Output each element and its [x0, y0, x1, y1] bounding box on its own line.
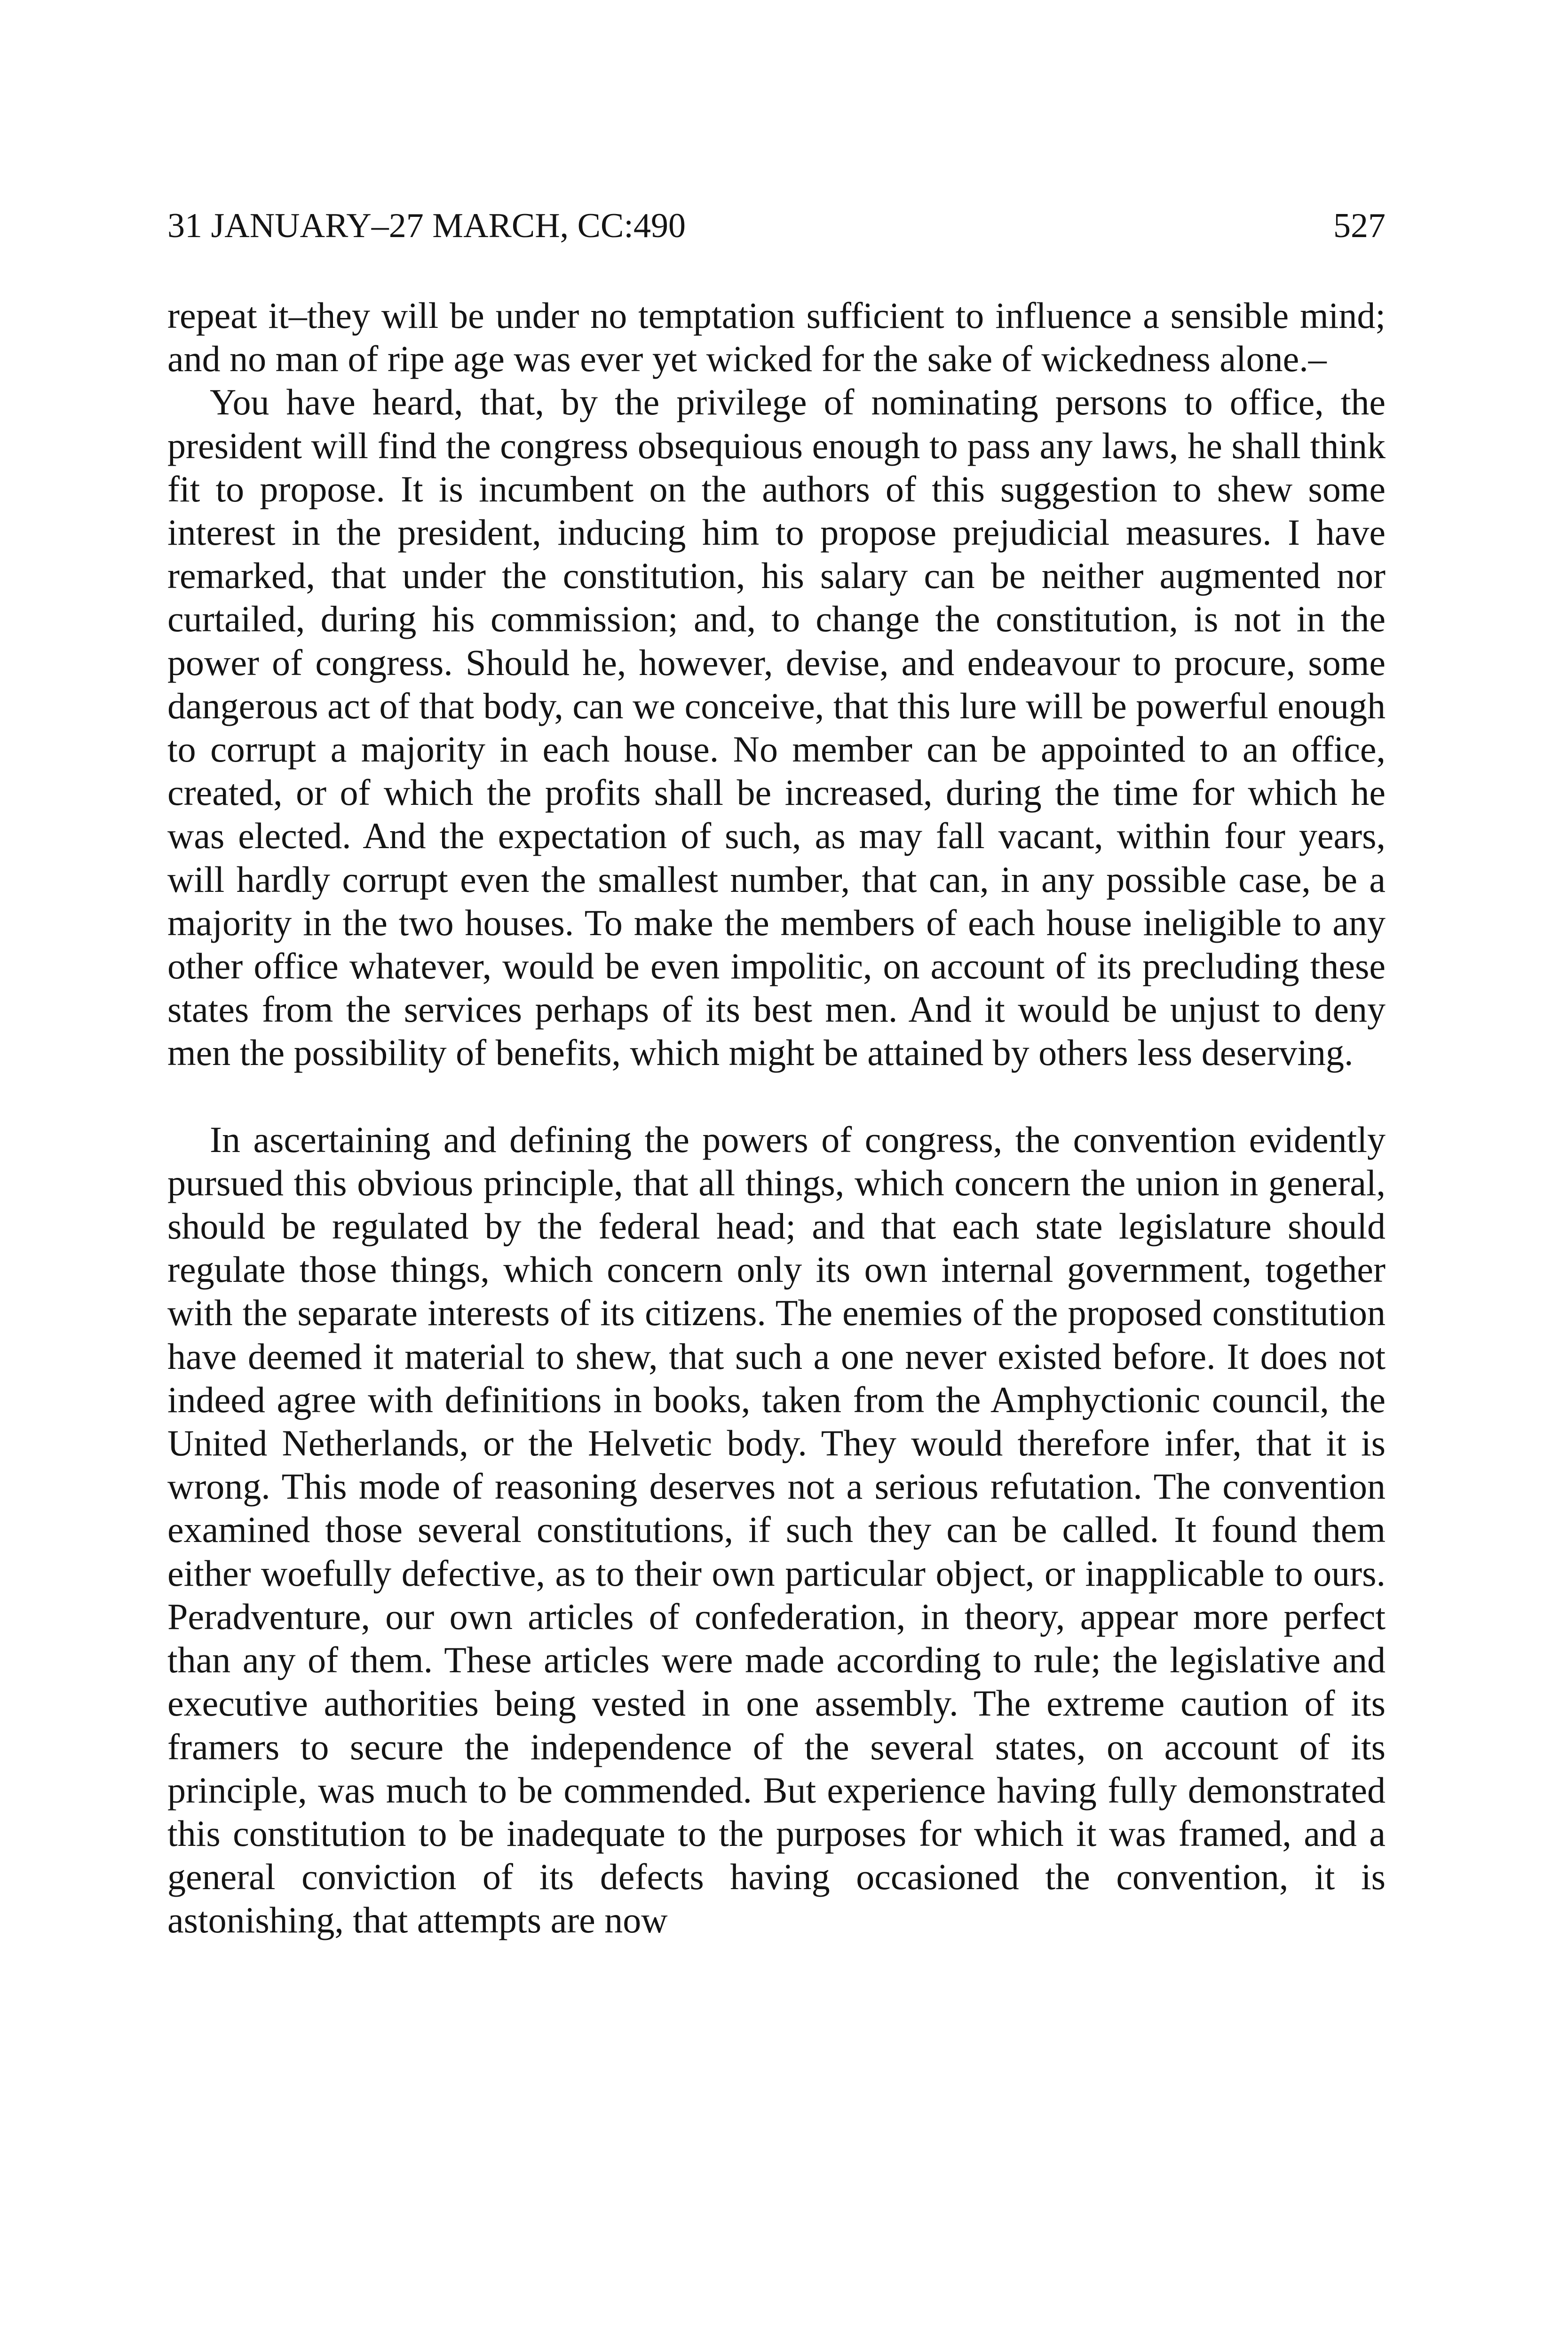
paragraph-president-nominating: You have heard, that, by the privilege of nominating persons to office, the president will find the congress obsequious enough to pass any laws, he shall think fit to propose. It is incumbent on the authors of this suggestion to shew some interest in the president, inducing him to propose prejudicial measures. I have remarked, that under the constitution, his salary can be neither augmented nor curtailed, during his commission; and, to change the constitution, is not in the power of congress. Should he, however, devise, and endeavour to procure, some dangerous act of that body, can we conceive, that this lure will be powerful enough to corrupt a majority in each house. No member can be appointed to an office, created, or of which the profits shall be increased, during the time for which he was elected. And the expectation of such, as may fall vacant, within four years, will hardly corrupt even the smallest number, that can, in any possible case, be a majority in the two houses. To make the members of each house ineligible to any other office whatever, would be even impolitic, on account of its precluding these states from the services perhaps of its best men. And it would be unjust to deny men the possibility of benefits, which might be attained by others less deserving.: [167, 381, 1386, 1073]
running-head: [167, 200, 1386, 252]
paragraph-continuation: repeat it–they will be under no temptation sufficient to influence a sensible mind; and no man of ripe age was ever yet wicked for the sake of wickedness alone.–: [167, 295, 1386, 380]
page-number: 527: [1333, 207, 1386, 245]
body-text: [167, 294, 1386, 1942]
running-head-title: 31 JANUARY–27 MARCH, CC:490: [167, 207, 686, 245]
paragraph-powers-of-congress: In ascertaining and defining the powers of congress, the convention evidently pursued this obvious principle, that all things, which concern the union in general, should be regulated by the federal head; and that each state legislature should regulate those things, which concern only its own internal government, together with the separate interests of its citizens. The enemies of the proposed constitution have deemed it material to shew, that such a one never existed before. It does not indeed agree with definitions in books, taken from the Amphyctionic council, the United Netherlands, or the Helvetic body. They would therefore infer, that it is wrong. This mode of reasoning deserves not a serious refutation. The convention examined those several constitutions, if such they can be called. It found them either woefully defective, as to their own particular object, or inapplicable to ours. Peradventure, our own articles of confederation, in theory, appear more perfect than any of them. These articles were made according to rule; the legislative and executive authorities being vested in one assembly. The extreme caution of its framers to secure the independence of the several states, on account of its principle, was much to be commended. But experience having fully demonstrated this constitution to be inadequate to the purposes for which it was framed, and a general conviction of its defects having occasioned the convention, it is astonishing, that attempts are now: [167, 1119, 1386, 1941]
